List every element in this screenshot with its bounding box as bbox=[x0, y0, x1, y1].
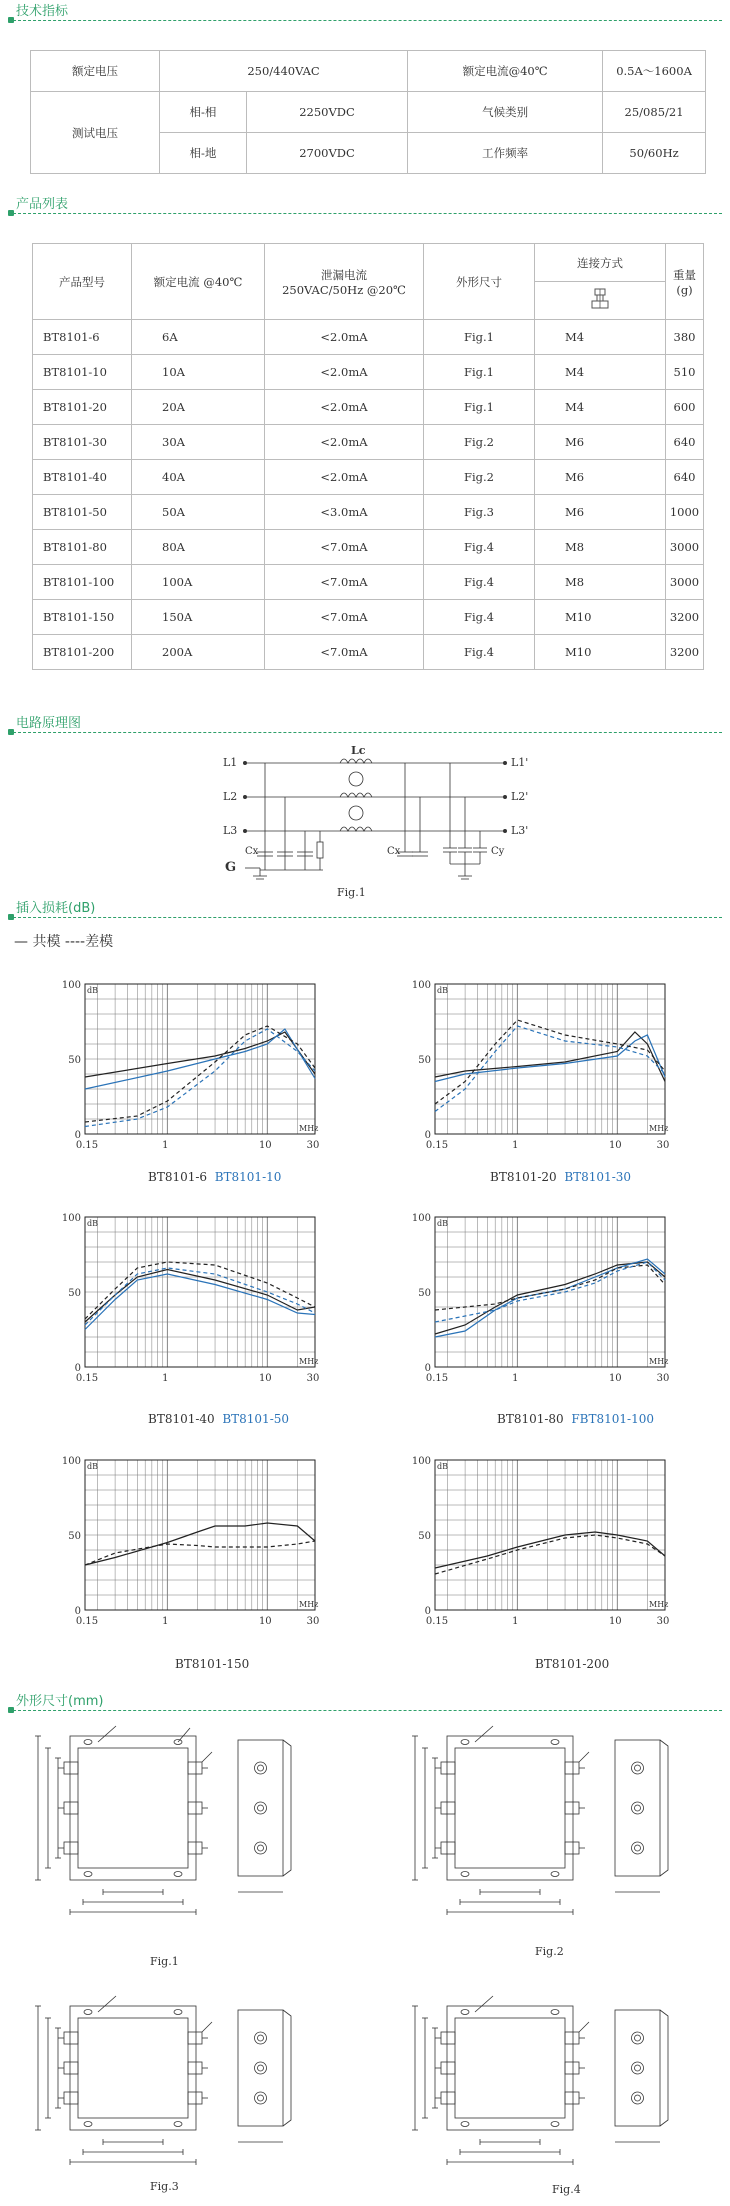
product-table bbox=[32, 243, 704, 670]
table-row bbox=[33, 425, 704, 460]
ytick-label: 0 bbox=[74, 1130, 81, 1141]
dimension-svg bbox=[18, 1718, 298, 1938]
series-line bbox=[435, 1259, 665, 1337]
chart-caption-3 bbox=[148, 1412, 289, 1426]
chart-caption-5 bbox=[175, 1657, 249, 1671]
ytick-label: 50 bbox=[418, 1288, 431, 1299]
xtick-label: 1 bbox=[162, 1140, 169, 1151]
dimension-figure-4 bbox=[395, 1988, 675, 2196]
caption-black: BT8101-40 bbox=[148, 1412, 215, 1426]
cell-current: 20A bbox=[132, 390, 265, 425]
ytick-label: 100 bbox=[411, 980, 431, 991]
cell-fig: Fig.4 bbox=[424, 635, 535, 670]
xunit-label: MHz bbox=[299, 1124, 319, 1133]
freq-value: 50/60Hz bbox=[603, 133, 706, 174]
cell-fig: Fig.1 bbox=[424, 390, 535, 425]
label-L3: L3 bbox=[223, 824, 238, 837]
cell-weight: 3200 bbox=[666, 635, 704, 670]
chart-svg bbox=[60, 1205, 325, 1395]
chart-svg bbox=[60, 1448, 325, 1638]
xtick-label: 30 bbox=[656, 1140, 670, 1151]
label-L2: L2 bbox=[223, 790, 238, 803]
section-header-specs bbox=[0, 0, 730, 22]
ll-value: 2250VDC bbox=[247, 92, 408, 133]
caption-blue: BT8101-50 bbox=[222, 1412, 290, 1426]
cell-leak: <2.0mA bbox=[265, 320, 424, 355]
ytick-label: 0 bbox=[424, 1363, 431, 1374]
label-Cy: Cy bbox=[491, 846, 505, 857]
header-weight: 重量(g) bbox=[666, 244, 704, 320]
insertion-chart-6 bbox=[410, 1448, 675, 1641]
dimension-svg bbox=[18, 1988, 298, 2188]
cell-conn: M8 bbox=[535, 565, 666, 600]
cell-weight: 510 bbox=[666, 355, 704, 390]
caption-black: BT8101-80 bbox=[497, 1412, 564, 1426]
ytick-label: 0 bbox=[424, 1130, 431, 1141]
ytick-label: 50 bbox=[418, 1055, 431, 1066]
cell-fig: Fig.4 bbox=[424, 565, 535, 600]
unit-label: dB bbox=[437, 986, 448, 995]
series-line bbox=[435, 1262, 665, 1334]
circuit-caption: Fig.1 bbox=[337, 886, 366, 899]
caption-black: BT8101-150 bbox=[175, 1657, 250, 1671]
cell-model: BT8101-20 bbox=[33, 390, 132, 425]
chart-caption-1 bbox=[148, 1170, 281, 1184]
cell-model: BT8101-150 bbox=[33, 600, 132, 635]
unit-label: dB bbox=[437, 1462, 448, 1471]
chart-caption-2 bbox=[490, 1170, 631, 1184]
section-divider bbox=[8, 732, 722, 733]
xtick-label: 0.15 bbox=[425, 1616, 449, 1627]
series-line bbox=[435, 1026, 665, 1112]
rated-current-label: 额定电流@40℃ bbox=[408, 51, 603, 92]
ytick-label: 50 bbox=[418, 1531, 431, 1542]
climate-label: 气候类别 bbox=[408, 92, 603, 133]
section-title: 电路原理图 bbox=[16, 716, 82, 731]
figure-caption: Fig.4 bbox=[552, 2183, 581, 2196]
label-L2-out: L2' bbox=[511, 790, 529, 803]
xtick-label: 1 bbox=[162, 1373, 169, 1384]
label-L1-out: L1' bbox=[511, 756, 529, 769]
xtick-label: 10 bbox=[258, 1616, 272, 1627]
series-line bbox=[435, 1020, 665, 1104]
dimension-figure-1 bbox=[18, 1718, 298, 1968]
header-conn-icon-cell bbox=[535, 282, 666, 320]
caption-black: BT8101-6 bbox=[148, 1170, 208, 1184]
cell-leak: <2.0mA bbox=[265, 355, 424, 390]
cell-conn: M4 bbox=[535, 390, 666, 425]
series-line bbox=[85, 1541, 315, 1565]
specs-table bbox=[30, 50, 706, 174]
cell-fig: Fig.3 bbox=[424, 495, 535, 530]
xunit-label: MHz bbox=[299, 1357, 319, 1366]
table-row bbox=[33, 390, 704, 425]
section-title: 技术指标 bbox=[16, 4, 69, 19]
xunit-label: MHz bbox=[299, 1600, 319, 1609]
cell-weight: 640 bbox=[666, 425, 704, 460]
section-header-insertion bbox=[0, 897, 730, 919]
chart-svg bbox=[410, 1448, 675, 1638]
xtick-label: 10 bbox=[608, 1616, 622, 1627]
cell-leak: <7.0mA bbox=[265, 635, 424, 670]
table-row bbox=[33, 460, 704, 495]
cell-fig: Fig.4 bbox=[424, 530, 535, 565]
section-title: 外形尺寸(mm) bbox=[16, 1694, 104, 1709]
chart-svg bbox=[60, 972, 325, 1162]
insertion-chart-4 bbox=[410, 1205, 675, 1398]
ytick-label: 50 bbox=[68, 1531, 81, 1542]
table-row bbox=[33, 565, 704, 600]
section-header-circuit bbox=[0, 712, 730, 734]
series-line bbox=[85, 1032, 315, 1077]
xtick-label: 10 bbox=[258, 1140, 272, 1151]
xtick-label: 0.15 bbox=[425, 1140, 449, 1151]
cell-leak: <3.0mA bbox=[265, 495, 424, 530]
xunit-label: MHz bbox=[649, 1357, 669, 1366]
climate-value: 25/085/21 bbox=[603, 92, 706, 133]
section-divider bbox=[8, 1710, 722, 1711]
table-row bbox=[33, 530, 704, 565]
section-divider bbox=[8, 20, 722, 21]
cell-fig: Fig.1 bbox=[424, 320, 535, 355]
dimension-figure-2 bbox=[395, 1718, 675, 1958]
xtick-label: 30 bbox=[306, 1373, 320, 1384]
table-row bbox=[33, 495, 704, 530]
dimension-figure-3 bbox=[18, 1988, 298, 2193]
cell-conn: M6 bbox=[535, 495, 666, 530]
cell-conn: M6 bbox=[535, 460, 666, 495]
grid bbox=[85, 1460, 315, 1610]
cell-fig: Fig.1 bbox=[424, 355, 535, 390]
header-model: 产品型号 bbox=[33, 244, 132, 320]
table-row bbox=[33, 600, 704, 635]
ytick-label: 0 bbox=[74, 1363, 81, 1374]
grid bbox=[435, 984, 665, 1134]
dimension-svg bbox=[395, 1718, 675, 1938]
cell-weight: 640 bbox=[666, 460, 704, 495]
cell-conn: M6 bbox=[535, 425, 666, 460]
caption-blue: BT8101-10 bbox=[214, 1170, 282, 1184]
cell-conn: M8 bbox=[535, 530, 666, 565]
section-header-dimensions bbox=[0, 1690, 730, 1712]
xtick-label: 30 bbox=[656, 1616, 670, 1627]
xtick-label: 0.15 bbox=[75, 1373, 99, 1384]
unit-label: dB bbox=[437, 1219, 448, 1228]
cell-current: 6A bbox=[132, 320, 265, 355]
xtick-label: 0.15 bbox=[75, 1140, 99, 1151]
xtick-label: 30 bbox=[656, 1373, 670, 1384]
xtick-label: 0.15 bbox=[75, 1616, 99, 1627]
caption-blue: BT8101-30 bbox=[564, 1170, 632, 1184]
figure-caption: Fig.1 bbox=[150, 1955, 179, 1968]
grid bbox=[435, 1460, 665, 1610]
insertion-chart-2 bbox=[410, 972, 675, 1165]
section-title: 插入损耗(dB) bbox=[16, 901, 96, 916]
section-header-products bbox=[0, 193, 730, 215]
insertion-chart-5 bbox=[60, 1448, 325, 1641]
cell-model: BT8101-40 bbox=[33, 460, 132, 495]
ytick-label: 50 bbox=[68, 1288, 81, 1299]
xtick-label: 10 bbox=[608, 1140, 622, 1151]
xunit-label: MHz bbox=[649, 1124, 669, 1133]
ll-label: 相-相 bbox=[160, 92, 247, 133]
cell-current: 100A bbox=[132, 565, 265, 600]
grid bbox=[85, 984, 315, 1134]
series-line bbox=[85, 1262, 315, 1319]
cell-model: BT8101-100 bbox=[33, 565, 132, 600]
caption-blue: FBT8101-100 bbox=[571, 1412, 654, 1426]
xtick-label: 30 bbox=[306, 1616, 320, 1627]
series-line bbox=[435, 1035, 665, 1082]
cell-weight: 3000 bbox=[666, 530, 704, 565]
label-Cx-in: Cx bbox=[245, 846, 259, 857]
cell-conn: M4 bbox=[535, 355, 666, 390]
section-divider bbox=[8, 917, 722, 918]
header-conn: 连接方式 bbox=[535, 244, 666, 282]
ytick-label: 0 bbox=[74, 1606, 81, 1617]
cell-current: 200A bbox=[132, 635, 265, 670]
figure-caption: Fig.2 bbox=[535, 1945, 564, 1958]
insertion-chart-1 bbox=[60, 972, 325, 1165]
chart-svg bbox=[410, 972, 675, 1162]
dimension-svg bbox=[395, 1988, 675, 2188]
cell-fig: Fig.4 bbox=[424, 600, 535, 635]
cell-leak: <7.0mA bbox=[265, 530, 424, 565]
series-line bbox=[435, 1535, 665, 1574]
xtick-label: 1 bbox=[512, 1616, 519, 1627]
xunit-label: MHz bbox=[649, 1600, 669, 1609]
unit-label: dB bbox=[87, 1219, 98, 1228]
cell-fig: Fig.2 bbox=[424, 460, 535, 495]
ytick-label: 50 bbox=[68, 1055, 81, 1066]
xtick-label: 1 bbox=[512, 1373, 519, 1384]
lg-label: 相-地 bbox=[160, 133, 247, 174]
cell-weight: 3000 bbox=[666, 565, 704, 600]
cell-model: BT8101-30 bbox=[33, 425, 132, 460]
unit-label: dB bbox=[87, 1462, 98, 1471]
xtick-label: 1 bbox=[162, 1616, 169, 1627]
caption-black: BT8101-20 bbox=[490, 1170, 557, 1184]
cell-weight: 3200 bbox=[666, 600, 704, 635]
rated-current-value: 0.5A～1600A bbox=[603, 51, 706, 92]
cell-current: 50A bbox=[132, 495, 265, 530]
rated-voltage-label: 额定电压 bbox=[31, 51, 160, 92]
header-current: 额定电流 @40℃ bbox=[132, 244, 265, 320]
xtick-label: 1 bbox=[512, 1140, 519, 1151]
ytick-label: 100 bbox=[411, 1456, 431, 1467]
ytick-label: 100 bbox=[61, 980, 81, 991]
ytick-label: 100 bbox=[411, 1213, 431, 1224]
cell-leak: <2.0mA bbox=[265, 425, 424, 460]
cell-current: 30A bbox=[132, 425, 265, 460]
cell-conn: M4 bbox=[535, 320, 666, 355]
cell-weight: 1000 bbox=[666, 495, 704, 530]
cell-model: BT8101-200 bbox=[33, 635, 132, 670]
label-G: G bbox=[225, 860, 237, 875]
table-row bbox=[33, 320, 704, 355]
series-line bbox=[85, 1523, 315, 1565]
lg-value: 2700VDC bbox=[247, 133, 408, 174]
product-rows bbox=[33, 320, 704, 670]
cell-leak: <7.0mA bbox=[265, 600, 424, 635]
freq-label: 工作频率 bbox=[408, 133, 603, 174]
figure-caption: Fig.3 bbox=[150, 2180, 179, 2193]
xtick-label: 10 bbox=[258, 1373, 272, 1384]
label-L1: L1 bbox=[223, 756, 238, 769]
cell-leak: <2.0mA bbox=[265, 390, 424, 425]
cell-weight: 600 bbox=[666, 390, 704, 425]
xtick-label: 30 bbox=[306, 1140, 320, 1151]
header-leak: 泄漏电流 250VAC/50Hz @20℃ bbox=[265, 244, 424, 320]
section-title: 产品列表 bbox=[16, 197, 69, 212]
cell-current: 40A bbox=[132, 460, 265, 495]
cell-current: 10A bbox=[132, 355, 265, 390]
chart-caption-4 bbox=[497, 1412, 654, 1426]
header-size: 外形尺寸 bbox=[424, 244, 535, 320]
cell-current: 80A bbox=[132, 530, 265, 565]
cell-model: BT8101-50 bbox=[33, 495, 132, 530]
terminal-icon bbox=[589, 287, 611, 311]
insertion-chart-3 bbox=[60, 1205, 325, 1398]
chart-legend: — 共模 ----差模 bbox=[14, 934, 114, 950]
cell-fig: Fig.2 bbox=[424, 425, 535, 460]
table-row bbox=[33, 355, 704, 390]
cell-conn: M10 bbox=[535, 600, 666, 635]
label-L3-out: L3' bbox=[511, 824, 529, 837]
ytick-label: 100 bbox=[61, 1213, 81, 1224]
test-voltage-label: 测试电压 bbox=[31, 92, 160, 174]
circuit-svg bbox=[215, 742, 535, 902]
cell-model: BT8101-6 bbox=[33, 320, 132, 355]
cell-leak: <7.0mA bbox=[265, 565, 424, 600]
series-line bbox=[85, 1029, 315, 1127]
cell-leak: <2.0mA bbox=[265, 460, 424, 495]
xtick-label: 10 bbox=[608, 1373, 622, 1384]
label-Cx-out: Cx bbox=[387, 846, 401, 857]
chart-caption-6 bbox=[535, 1657, 609, 1671]
unit-label: dB bbox=[87, 986, 98, 995]
table-row bbox=[33, 635, 704, 670]
chart-svg bbox=[410, 1205, 675, 1395]
ytick-label: 0 bbox=[424, 1606, 431, 1617]
cell-conn: M10 bbox=[535, 635, 666, 670]
cell-weight: 380 bbox=[666, 320, 704, 355]
cell-model: BT8101-80 bbox=[33, 530, 132, 565]
section-divider bbox=[8, 213, 722, 214]
cell-current: 150A bbox=[132, 600, 265, 635]
xtick-label: 0.15 bbox=[425, 1373, 449, 1384]
rated-voltage-value: 250/440VAC bbox=[160, 51, 408, 92]
cell-model: BT8101-10 bbox=[33, 355, 132, 390]
caption-black: BT8101-200 bbox=[535, 1657, 610, 1671]
circuit-diagram bbox=[215, 742, 535, 902]
label-Lc: Lc bbox=[351, 744, 366, 757]
ytick-label: 100 bbox=[61, 1456, 81, 1467]
